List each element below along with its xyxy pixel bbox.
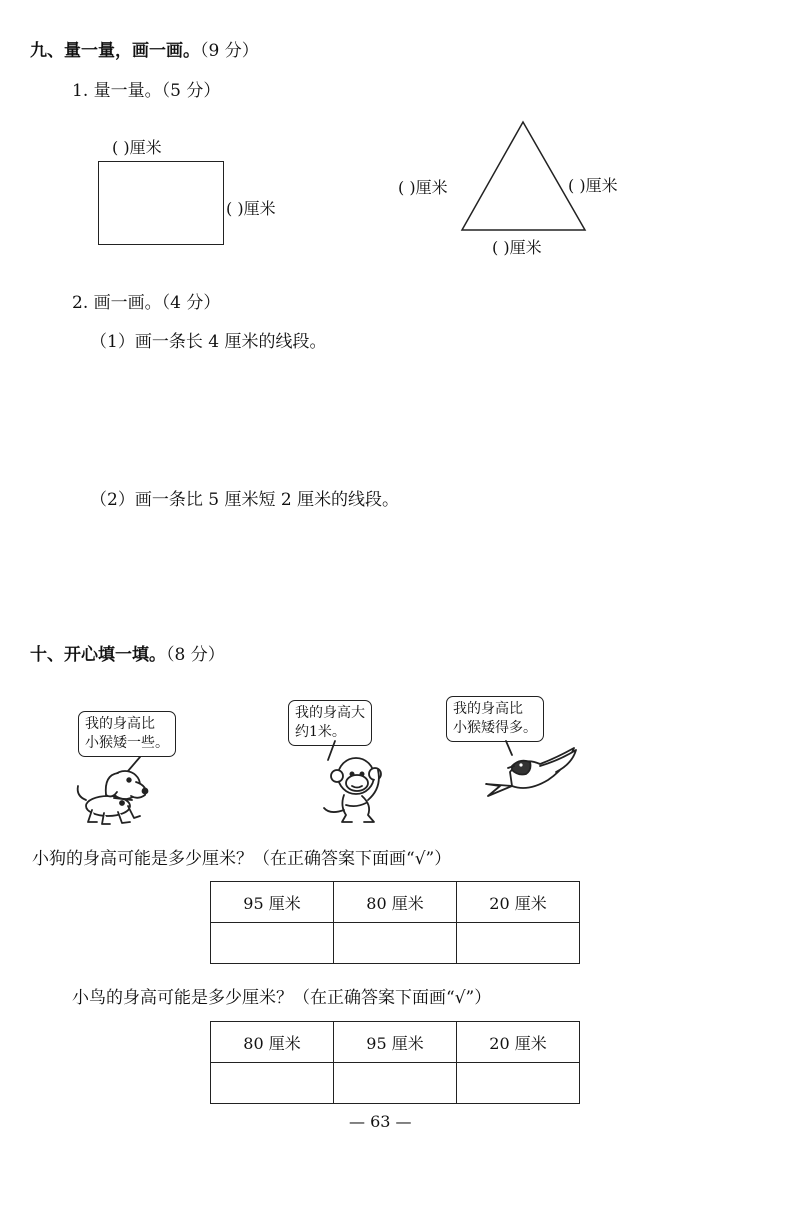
tri-right-length-blank[interactable]: ( )厘米 xyxy=(568,176,618,195)
dog-answer-cell-1[interactable] xyxy=(211,923,334,964)
dog-answer-cell-3[interactable] xyxy=(457,923,580,964)
monkey-bubble-line2: 约1米。 xyxy=(295,724,346,740)
bird-answer-cell-2[interactable] xyxy=(334,1063,457,1104)
bird-options-row xyxy=(211,1022,580,1063)
bird-option-2: 95 厘米 xyxy=(334,1022,457,1063)
bird-option-1: 80 厘米 xyxy=(211,1022,334,1063)
monkey-bubble-line1: 我的身高大 xyxy=(295,705,365,721)
tri-left-length-blank[interactable]: ( )厘米 xyxy=(398,178,448,197)
q2-part1: （1）画一条长 4 厘米的线段。 xyxy=(90,332,327,352)
section-10-points: （8 分） xyxy=(166,645,225,665)
bird-option-3: 20 厘米 xyxy=(457,1022,580,1063)
bird-question: 小鸟的身高可能是多少厘米？（在正确答案下面画“√”） xyxy=(72,988,492,1008)
dog-bubble-line2: 小猴矮一些。 xyxy=(85,735,169,751)
q2-part2: （2）画一条比 5 厘米短 2 厘米的线段。 xyxy=(90,490,400,510)
dog-option-1: 95 厘米 xyxy=(211,882,334,923)
section-9-points: （9 分） xyxy=(200,41,259,61)
bird-answer-cell-1[interactable] xyxy=(211,1063,334,1104)
dog-answer-table xyxy=(210,881,580,964)
page-number: — 63 — xyxy=(349,1112,412,1131)
dog-bubble-line1: 我的身高比 xyxy=(85,716,155,732)
dog-answer-cell-2[interactable] xyxy=(334,923,457,964)
bird-answer-cell-3[interactable] xyxy=(457,1063,580,1104)
q1-label: 1. 量一量。（5 分） xyxy=(72,81,221,101)
q2-label: 2. 画一画。（4 分） xyxy=(72,293,221,313)
bird-bubble-line1: 我的身高比 xyxy=(453,701,523,717)
dog-option-2: 80 厘米 xyxy=(334,882,457,923)
dog-answer-row xyxy=(211,923,580,964)
rect-top-length-blank[interactable]: ( )厘米 xyxy=(112,138,162,157)
bird-bubble-line2: 小猴矮得多。 xyxy=(453,720,537,736)
dog-question: 小狗的身高可能是多少厘米？（在正确答案下面画“√”） xyxy=(32,849,452,869)
bird-answer-table xyxy=(210,1021,580,1104)
tri-bottom-length-blank[interactable]: ( )厘米 xyxy=(492,238,542,257)
dog-options-row xyxy=(211,882,580,923)
dog-option-3: 20 厘米 xyxy=(457,882,580,923)
section-9-title: 九、量一量，画一画。 xyxy=(30,41,200,61)
bird-answer-row xyxy=(211,1063,580,1104)
section-10-title: 十、开心填一填。 xyxy=(30,645,166,665)
rect-side-length-blank[interactable]: ( )厘米 xyxy=(226,199,276,218)
